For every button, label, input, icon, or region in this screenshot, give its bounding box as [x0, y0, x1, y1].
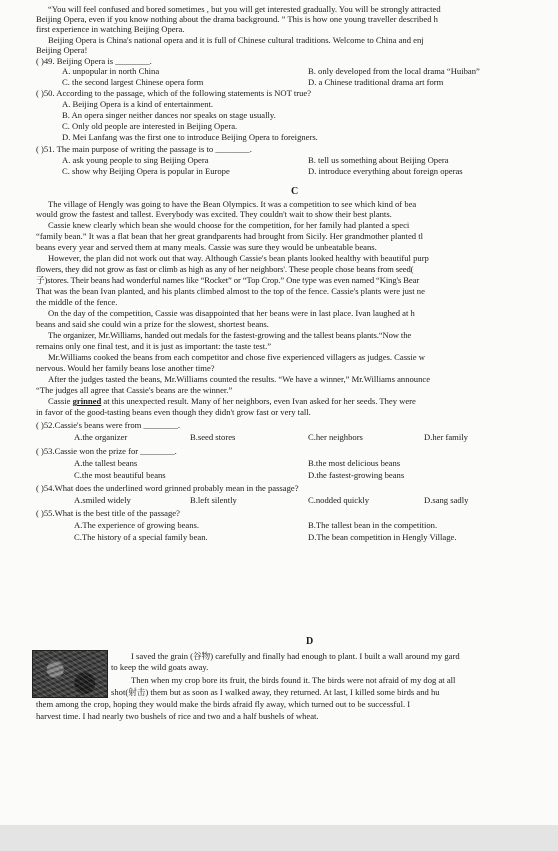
passage-line: “You will feel confused and bored sometimes , but you will get interested gradually. You will be strongly attracted — [48, 4, 441, 14]
underlined-word: grinned — [72, 396, 102, 406]
option-d: D. introduce everything about foreign operas — [308, 166, 463, 176]
passage-line: The village of Hengly was going to have the Bean Olympics. It was a competition to see which kind of bea — [48, 199, 417, 209]
passage-line: harvest time. I had nearly two bushels of rice and two and a half bushels of wheat. — [36, 711, 319, 721]
passage-line: beans and said she could win a prize for the slowest, shortest beans. — [36, 319, 269, 329]
option-c: C. Only old people are interested in Beijing Opera. — [62, 121, 238, 131]
option-b: B. tell us something about Beijing Opera — [308, 155, 449, 165]
passage-line: However, the plan did not work out that way. Although Cassie's bean plants looked healthy with beautiful purp — [48, 253, 429, 263]
option-a: A. ask young people to sing Beijing Opera — [62, 155, 209, 165]
option-b: B. only developed from the local drama “Huiban” — [308, 66, 480, 76]
passage-line: Beijing Opera! — [36, 45, 88, 55]
option-a: A. unpopular in north China — [62, 66, 160, 76]
passage-line: the middle of the fence. — [36, 297, 118, 307]
passage-line: would grow the fastest and tallest. Everybody was excited. They couldn't wait to show their best plants. — [36, 209, 392, 219]
option-d: D. Mei Lanfang was the first one to introduce Beijing Opera to foreigners. — [62, 132, 318, 142]
option-b: B. An opera singer neither dances nor speaks on stage usually. — [62, 110, 276, 120]
question-stem: ( )49. Beijing Opera is ________. — [36, 56, 152, 66]
option-a: A.The experience of growing beans. — [74, 520, 200, 530]
option-c: C. show why Beijing Opera is popular in Europe — [62, 166, 230, 176]
option-d: D. a Chinese traditional drama art form — [308, 77, 444, 87]
section-heading: D — [306, 636, 314, 647]
passage-line: Mr.Williams cooked the beans from each competitor and chose five experienced villagers as judges. Cassie w — [48, 352, 425, 362]
passage-line: Then when my crop bore its fruit, the birds found it. The birds were not afraid of my dog at all — [131, 675, 456, 685]
question-stem: ( )53.Cassie won the prize for ________. — [36, 446, 177, 456]
passage-line: “The judges all agree that Cassie's beans are the winner.” — [36, 385, 233, 395]
passage-line: On the day of the competition, Cassie was disappointed that her beans were in last place. Ivan laughed at h — [48, 308, 415, 318]
woodcut-illustration — [32, 650, 108, 698]
viewer-bottom-bar — [0, 825, 558, 851]
passage-line: I saved the grain (谷物) carefully and finally had enough to plant. I built a wall around my gard — [131, 651, 460, 661]
passage-line: shot(射击) them but as soon as I walked away, they returned. At last, I killed some birds and hu — [111, 687, 440, 697]
option-a: A.smiled widely — [74, 495, 131, 505]
option-c: C.her neighbors — [308, 432, 363, 442]
passage-line: to keep the wild goats away. — [111, 662, 209, 672]
passage-line: beans every year and served them at many meals. Cassie was sure they would be unbeatable beans. — [36, 242, 377, 252]
option-d: D.sang sadly — [424, 495, 469, 505]
option-d: D.the fastest-growing beans — [308, 470, 405, 480]
passage-line: Beijing Opera, even if you know nothing about the drama background. ” This is how one young traveller described h — [36, 14, 438, 24]
passage-line: first experience in watching Beijing Opera. — [36, 24, 185, 34]
option-b: B.The tallest bean in the competition. — [308, 520, 438, 530]
option-c: C. the second largest Chinese opera form — [62, 77, 204, 87]
option-d: D.her family — [424, 432, 468, 442]
passage-line: them among the crop, hoping they would make the birds afraid fly away, which turned out to be successful. I — [36, 699, 411, 709]
passage-line: nervous. Would her family beans lose another time? — [36, 363, 215, 373]
passage-line: remains only one final test, and it is just as important: the taste test.” — [36, 341, 272, 351]
question-stem: ( )54.What does the underlined word grinned probably mean in the passage? — [36, 483, 299, 493]
passage-line: flowers, they did not grow as fast or climb as high as any of her neighbors'. These people chose beans from seed( — [36, 264, 414, 274]
question-stem: ( )52.Cassie's beans were from ________. — [36, 420, 181, 430]
section-heading: C — [291, 186, 299, 197]
passage-text: Cassie — [48, 396, 73, 406]
option-c: C.The history of a special family bean. — [74, 532, 208, 542]
question-stem: ( )55.What is the best title of the passage? — [36, 508, 180, 518]
option-a: A.the tallest beans — [74, 458, 138, 468]
passage-line: That was the bean Ivan planted, and his plants climbed almost to the top of the fence. Cassie's plants were just ne — [36, 286, 425, 296]
passage-line: The organizer, Mr.Williams, handed out medals for the fastest-growing and the tallest beans plants.“Now the — [48, 330, 412, 340]
passage-line — [48, 396, 416, 406]
question-stem: ( )50. According to the passage, which of the following statements is NOT true? — [36, 88, 312, 98]
option-b: B.left silently — [190, 495, 237, 505]
passage-line: 子)stores. Their beans had wonderful names like “Rocket” or “Top Crop.” One type was even named “King's Bear — [36, 275, 420, 285]
question-stem: ( )51. The main purpose of writing the passage is to ________. — [36, 144, 252, 154]
option-a: A.the organizer — [74, 432, 128, 442]
option-b: B.the most delicious beans — [308, 458, 401, 468]
passage-text: at this unexpected result. Many of her neighbors, even Ivan asked for her seeds. They were — [101, 396, 416, 406]
option-c: C.the most beautiful beans — [74, 470, 166, 480]
option-b: B.seed stores — [190, 432, 236, 442]
passage-line: “family bean.” It was a flat bean that her great grandparents had brought from Sicily. Her grandmother planted tl — [36, 231, 423, 241]
option-a: A. Beijing Opera is a kind of entertainment. — [62, 99, 214, 109]
passage-line: After the judges tasted the beans, Mr.Williams counted the results. “We have a winner,” Mr.Williams announce — [48, 374, 431, 384]
passage-line: Beijing Opera is China's national opera and it is full of Chinese cultural traditions. Welcome to China and enj — [48, 35, 424, 45]
passage-line: Cassie knew clearly which bean she would choose for the competition, for her family had planted a speci — [48, 220, 410, 230]
passage-line: in favor of the good-tasting beans even though they didn't grow fast or very tall. — [36, 407, 311, 417]
option-d: D.The bean competition in Hengly Village. — [308, 532, 457, 542]
option-c: C.nodded quickly — [308, 495, 370, 505]
